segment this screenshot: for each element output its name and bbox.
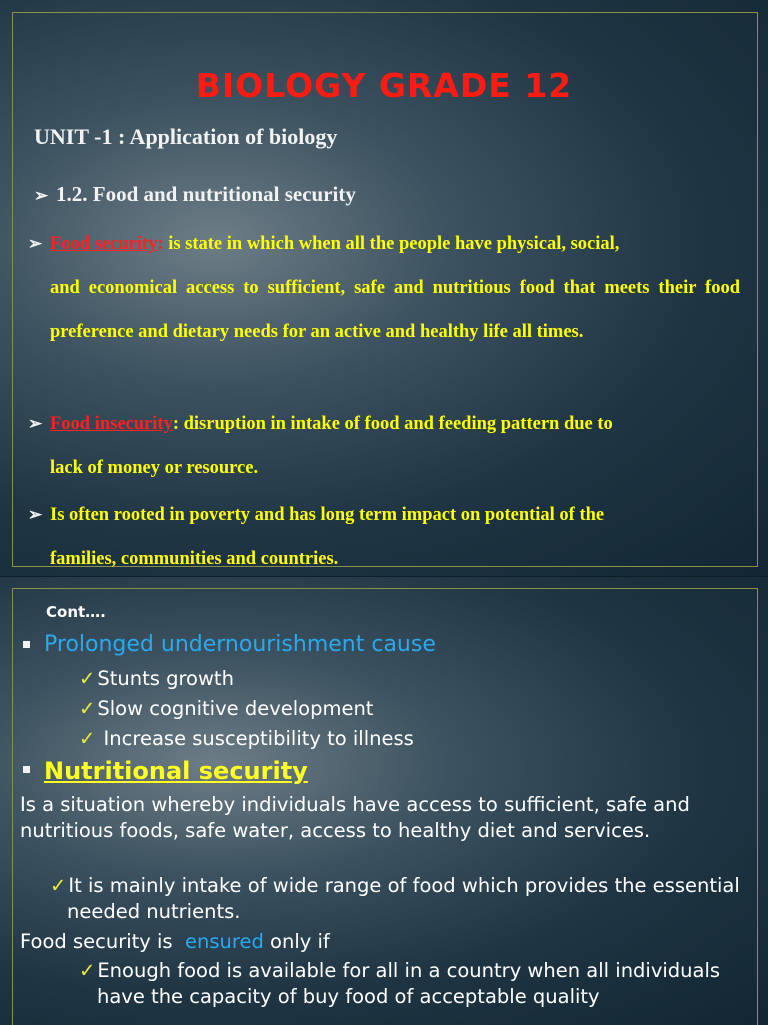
check-icon: ✓	[79, 727, 96, 750]
check-icon: ✓	[50, 874, 67, 897]
effect-item	[79, 697, 373, 720]
bullet-text-continuation: lack of money or resource.	[50, 458, 259, 478]
nutrient-note	[50, 873, 757, 925]
effect-item	[79, 727, 414, 750]
food-security-condition	[20, 929, 330, 955]
slide-title: BIOLOGY GRADE 12	[195, 66, 573, 105]
square-bullet-icon	[23, 766, 30, 773]
bullet-text-line: Is often rooted in poverty and has long term impact on potential of the	[50, 505, 605, 525]
nutritional-security-heading: Nutritional security	[44, 757, 308, 785]
term-separator: :	[172, 414, 179, 434]
term-separator: :	[157, 234, 164, 254]
bullet-text-continuation: and economical access to sufficient, safe and nutritious food that meets their food preference and dietary needs for an active and healthy life all times.	[50, 278, 740, 342]
square-bullet-icon	[23, 641, 30, 648]
arrow-bullet-icon: ➢	[28, 234, 43, 253]
bullet-text-continuation: families, communities and countries.	[50, 549, 339, 569]
subheading	[34, 182, 356, 207]
cont-label: Cont….	[46, 603, 106, 621]
term-food-security: Food security	[50, 234, 158, 254]
arrow-bullet-icon: ➢	[28, 414, 43, 433]
condition-item-text: Enough food is available for all in a country when all individuals have the capacity of buy food of acceptable quality	[97, 959, 721, 1008]
check-icon: ✓	[79, 697, 96, 720]
condition-accent: ensured	[185, 930, 264, 953]
effect-text: Stunts growth	[97, 667, 234, 690]
bullet-food-insecurity	[28, 402, 740, 490]
bullet-food-security	[28, 222, 740, 354]
condition-prefix: Food security is	[20, 930, 185, 953]
nutrient-note-text: It is mainly intake of wide range of food which provides the essential needed nutrients.	[67, 874, 740, 923]
effect-item	[79, 667, 234, 690]
bullet-text-line: is state in which when all the people have physical, social,	[163, 234, 620, 254]
check-icon: ✓	[79, 667, 96, 690]
term-food-insecurity: Food insecurity	[50, 414, 173, 434]
undernourishment-heading: Prolonged undernourishment cause	[44, 632, 436, 657]
effect-text: Slow cognitive development	[97, 697, 374, 720]
arrow-bullet-icon: ➢	[34, 186, 49, 205]
check-icon: ✓	[79, 959, 96, 982]
condition-suffix: only if	[263, 930, 330, 953]
nutritional-security-definition: Is a situation whereby individuals have access to sufficient, safe and nutritious foods, safe water, access to healthy diet and services.	[20, 793, 690, 842]
unit-heading: UNIT -1 : Application of biology	[34, 124, 338, 149]
condition-item	[79, 958, 747, 1010]
arrow-bullet-icon: ➢	[28, 505, 43, 524]
bullet-poverty	[28, 493, 740, 576]
effect-text: Increase susceptibility to illness	[97, 727, 414, 750]
bullet-text-line: disruption in intake of food and feeding pattern due to	[179, 414, 613, 434]
subheading-text: 1.2. Food and nutritional security	[56, 182, 356, 206]
